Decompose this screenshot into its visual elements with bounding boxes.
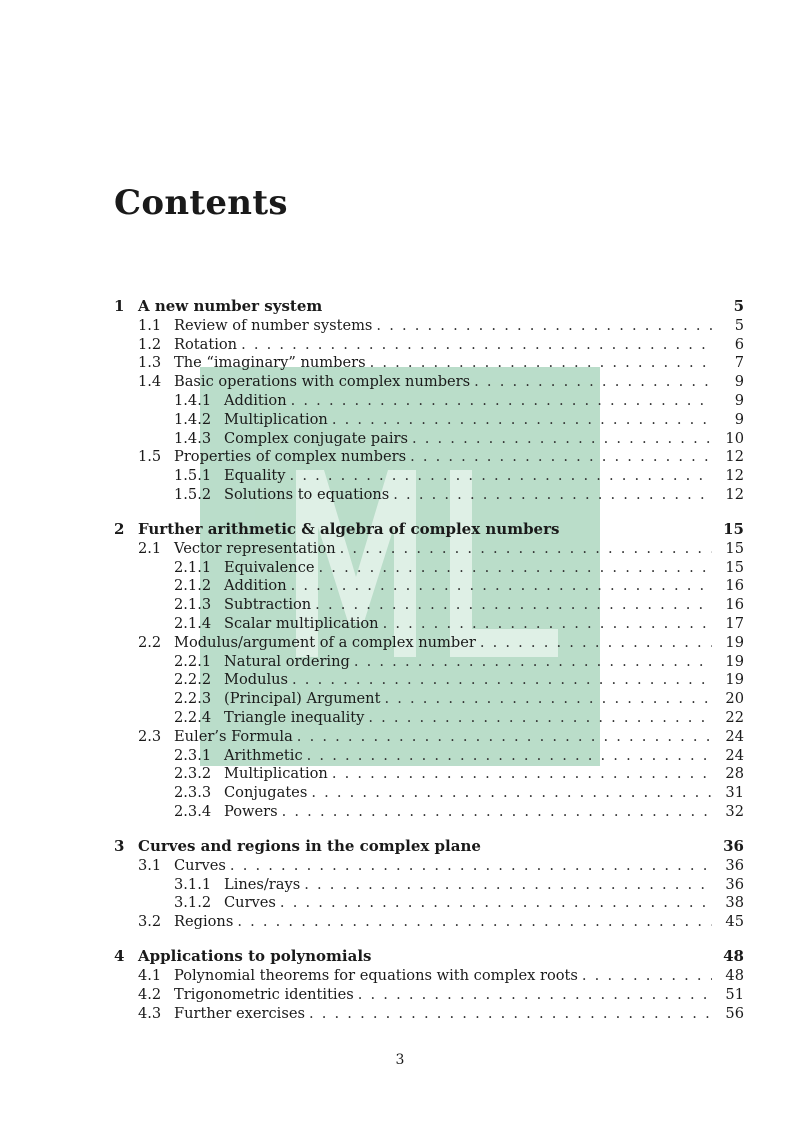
entry-number: 1.4.3 — [174, 429, 212, 447]
chapter-title: Curves and regions in the complex plane — [138, 836, 481, 855]
chapter-num: 1 — [114, 297, 125, 315]
entry-number: 1.5 — [138, 448, 162, 466]
section-entry[interactable] — [114, 448, 744, 467]
subsection-entry[interactable] — [114, 558, 744, 577]
entry-title: Modulus/argument of a complex number — [174, 633, 476, 651]
entry-number: 1.4.2 — [174, 410, 212, 428]
entry-title: Modulus — [224, 671, 289, 689]
dot-leader — [292, 671, 712, 688]
entry-title: Curves — [174, 856, 226, 874]
entry-number: 1.4.1 — [174, 392, 212, 410]
dot-leader — [384, 690, 712, 707]
entry-title: Polynomial theorems for equations with complex roots — [174, 967, 578, 984]
entry-title: Multiplication — [224, 765, 328, 783]
entry-page: 51 — [725, 985, 744, 1003]
subsection-entry[interactable] — [114, 485, 744, 504]
entry-title: Multiplication — [224, 410, 328, 428]
subsection-entry[interactable] — [114, 765, 744, 784]
entry-page: 38 — [725, 894, 744, 912]
entry-title: Basic operations with complex numbers — [174, 373, 471, 391]
chapter-block — [114, 296, 744, 504]
entry-title: Natural ordering — [224, 652, 350, 670]
entry-page: 28 — [725, 765, 744, 783]
dot-leader — [358, 986, 712, 1003]
entry-title: Equivalence — [224, 558, 315, 576]
subsection-entry[interactable] — [114, 783, 744, 802]
dot-leader — [291, 392, 712, 409]
section-entry[interactable] — [114, 966, 744, 985]
entry-page: 16 — [725, 596, 744, 614]
dot-leader — [304, 876, 712, 893]
chapter-title: Applications to polynomials — [138, 947, 372, 966]
chapter-page: 5 — [733, 297, 744, 315]
entry-title: Lines/rays — [224, 875, 301, 893]
subsection-entry[interactable] — [114, 802, 744, 821]
dot-leader — [282, 803, 712, 820]
section-entry[interactable] — [114, 354, 744, 373]
entry-page: 19 — [725, 671, 744, 689]
section-entry[interactable] — [114, 539, 744, 558]
entry-title: Vector representation — [174, 539, 336, 557]
entry-page: 24 — [725, 746, 744, 764]
entry-page: 32 — [725, 803, 744, 821]
dot-leader — [291, 577, 712, 594]
section-entry[interactable] — [114, 727, 744, 746]
dot-leader — [412, 430, 712, 447]
chapter-num: 3 — [114, 836, 125, 855]
subsection-entry[interactable] — [114, 595, 744, 614]
entry-number: 2.2.2 — [174, 671, 212, 689]
entry-number: 4.3 — [138, 1004, 162, 1022]
entry-number: 1.2 — [138, 335, 162, 353]
chapter-block — [114, 836, 744, 931]
entry-page: 31 — [725, 784, 744, 802]
dot-leader — [480, 634, 712, 651]
dot-leader — [311, 784, 712, 801]
entry-number: 2.3 — [138, 727, 162, 745]
entry-page: 15 — [725, 539, 744, 557]
entry-number: 3.2 — [138, 913, 162, 931]
subsection-entry[interactable] — [114, 689, 744, 708]
entry-page: 12 — [725, 467, 744, 485]
entry-title: Subtraction — [224, 596, 312, 614]
entry-page: 24 — [725, 727, 744, 745]
dot-leader — [290, 467, 712, 484]
section-entry[interactable] — [114, 1004, 744, 1023]
entry-page: 9 — [734, 410, 744, 428]
entry-page: 19 — [725, 633, 744, 651]
entry-title: Arithmetic — [224, 746, 303, 764]
dot-leader — [241, 336, 712, 353]
entry-number: 4.1 — [138, 967, 162, 984]
dot-leader — [383, 615, 712, 632]
entry-page: 7 — [734, 354, 744, 372]
chapter-num: 4 — [114, 947, 125, 966]
entry-page: 36 — [725, 875, 744, 893]
chapter-page: 15 — [723, 519, 744, 538]
entry-page: 9 — [734, 373, 744, 391]
entry-page: 17 — [725, 615, 744, 633]
entry-page: 9 — [734, 392, 744, 410]
dot-leader — [237, 913, 712, 930]
entry-number: 2.2.3 — [174, 690, 212, 708]
entry-number: 2.1 — [138, 539, 162, 557]
section-entry[interactable] — [114, 856, 744, 875]
entry-title: Further exercises — [174, 1004, 305, 1022]
section-entry[interactable] — [114, 372, 744, 391]
entry-page: 22 — [725, 709, 744, 727]
entry-page: 48 — [725, 967, 744, 984]
entry-title: Trigonometric identities — [174, 985, 354, 1003]
dot-leader — [309, 1005, 712, 1022]
chapter-block — [114, 519, 744, 821]
subsection-entry[interactable] — [114, 391, 744, 410]
entry-number: 2.3.4 — [174, 803, 212, 821]
entry-page: 45 — [725, 913, 744, 931]
dot-leader — [410, 448, 712, 465]
dot-leader — [340, 540, 712, 557]
dot-leader — [393, 486, 712, 503]
page-number: 3 — [395, 1052, 405, 1068]
section-entry[interactable] — [114, 985, 744, 1004]
entry-title: Rotation — [174, 335, 238, 353]
dot-leader — [370, 354, 712, 371]
dot-leader — [230, 857, 712, 874]
entry-number: 1.1 — [138, 316, 162, 334]
entry-page: 16 — [725, 577, 744, 595]
entry-page: 36 — [725, 856, 744, 874]
subsection-entry[interactable] — [114, 708, 744, 727]
chapter-heading[interactable] — [114, 836, 744, 856]
section-entry[interactable] — [114, 912, 744, 931]
section-entry[interactable] — [114, 633, 744, 652]
subsection-entry[interactable] — [114, 429, 744, 448]
chapter-page: 36 — [723, 836, 744, 855]
dot-leader — [307, 747, 712, 764]
table-of-contents — [114, 296, 744, 1038]
dot-leader — [319, 559, 712, 576]
entry-number: 3.1.2 — [174, 894, 212, 912]
chapter-title: Further arithmetic & algebra of complex numbers — [138, 519, 560, 538]
entry-title: Scalar multiplication — [224, 615, 379, 633]
entry-number: 2.2 — [138, 633, 162, 651]
entry-page: 12 — [725, 448, 744, 466]
subsection-entry[interactable] — [114, 671, 744, 690]
entry-title: Powers — [224, 803, 278, 821]
subsection-entry[interactable] — [114, 466, 744, 485]
chapter-block — [114, 946, 744, 1022]
entry-title: Triangle inequality — [224, 709, 365, 727]
dot-leader — [315, 596, 712, 613]
chapter-num: 2 — [114, 519, 125, 538]
entry-number: 2.1.1 — [174, 558, 212, 576]
entry-title: (Principal) Argument — [224, 690, 381, 708]
entry-number: 2.2.4 — [174, 709, 212, 727]
subsection-entry[interactable] — [114, 746, 744, 765]
entry-title: Review of number systems — [174, 316, 373, 334]
entry-number: 3.1.1 — [174, 875, 212, 893]
dot-leader — [280, 894, 712, 911]
dot-leader — [297, 728, 712, 745]
entry-title: Solutions to equations — [224, 486, 390, 504]
entry-title: Euler’s Formula — [174, 727, 293, 745]
dot-leader — [368, 709, 712, 726]
chapter-heading[interactable] — [114, 296, 744, 316]
entry-number: 1.5.2 — [174, 486, 212, 504]
dot-leader — [354, 653, 712, 670]
entry-number: 2.3.3 — [174, 784, 212, 802]
chapter-heading[interactable] — [114, 946, 744, 966]
entry-title: Regions — [174, 913, 234, 931]
entry-page: 12 — [725, 486, 744, 504]
entry-number: 2.1.3 — [174, 596, 212, 614]
entry-title: Equality — [224, 467, 286, 485]
entry-title: Conjugates — [224, 784, 308, 802]
subsection-entry[interactable] — [114, 577, 744, 596]
dot-leader — [332, 411, 712, 428]
entry-page: 56 — [725, 1004, 744, 1022]
entry-title: Addition — [224, 577, 287, 595]
subsection-entry[interactable] — [114, 652, 744, 671]
dot-leader — [376, 317, 712, 334]
subsection-entry[interactable] — [114, 614, 744, 633]
entry-page: 10 — [725, 429, 744, 447]
subsection-entry[interactable] — [114, 894, 744, 913]
entry-number: 1.3 — [138, 354, 162, 372]
dot-leader — [582, 967, 712, 984]
entry-number: 2.2.1 — [174, 652, 212, 670]
entry-number: 2.3.1 — [174, 746, 212, 764]
entry-title: The “imaginary” numbers — [174, 354, 366, 372]
entry-number: 2.3.2 — [174, 765, 212, 783]
entry-number: 1.4 — [138, 373, 162, 391]
entry-number: 4.2 — [138, 985, 162, 1003]
entry-page: 6 — [734, 335, 744, 353]
entry-number: 2.1.2 — [174, 577, 212, 595]
entry-number: 1.5.1 — [174, 467, 212, 485]
dot-leader — [474, 373, 712, 390]
page-title: Contents — [114, 183, 288, 223]
entry-title: Addition — [224, 392, 287, 410]
entry-number: 2.1.4 — [174, 615, 212, 633]
entry-page: 19 — [725, 652, 744, 670]
entry-title: Properties of complex numbers — [174, 448, 407, 466]
chapter-page: 48 — [723, 947, 744, 966]
entry-page: 5 — [734, 316, 744, 334]
dot-leader — [332, 765, 712, 782]
section-entry[interactable] — [114, 335, 744, 354]
entry-page: 15 — [725, 558, 744, 576]
chapter-heading[interactable] — [114, 519, 744, 539]
entry-title: Complex conjugate pairs — [224, 429, 408, 447]
entry-number: 3.1 — [138, 856, 162, 874]
entry-title: Curves — [224, 894, 276, 912]
subsection-entry[interactable] — [114, 875, 744, 894]
section-entry[interactable] — [114, 316, 744, 335]
chapter-title: A new number system — [138, 297, 323, 315]
entry-page: 20 — [725, 690, 744, 708]
subsection-entry[interactable] — [114, 410, 744, 429]
